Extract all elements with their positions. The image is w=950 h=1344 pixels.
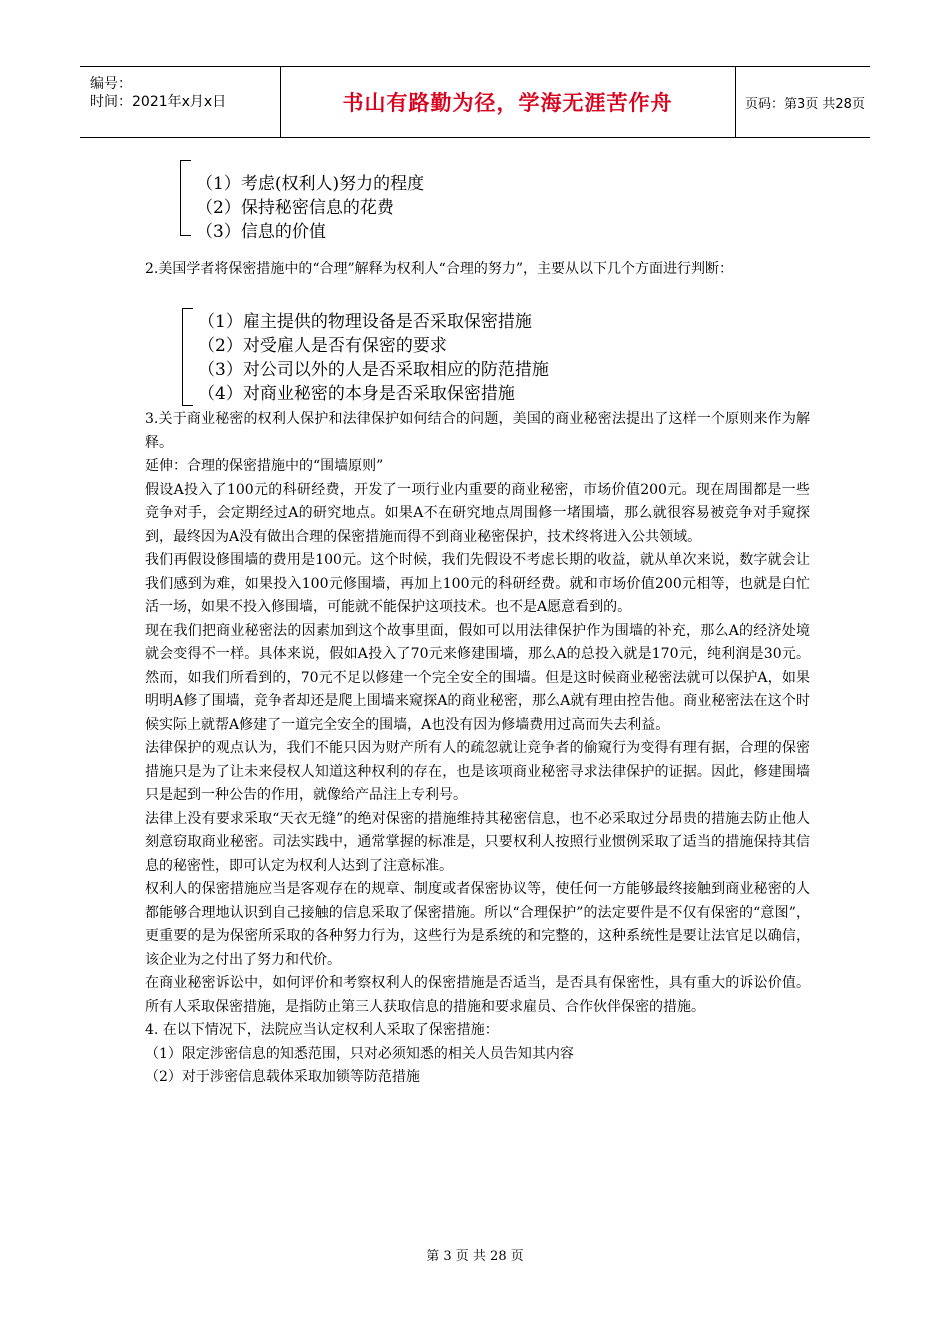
header-page-info: 页码：第3页 共28页 — [745, 96, 865, 112]
header-page-cell — [735, 67, 870, 137]
paragraph: 假设A投入了100元的科研经费，开发了一项行业内重要的商业秘密，市场价值200元。现在周围都是一些竞争对手，会定期经过A的研究地点。如果A不在研究地点周围修一堵围墙，那么就很容易被竞争对手窥探到，最终因为A没有做出合理的保密措施而得不到商业秘密保护，技术终将进入公共领域。 — [145, 481, 810, 545]
paragraph: 法律保护的观点认为，我们不能只因为财产所有人的疏忽就让竞争者的偷窥行为变得有理有据，合理的保密措施只是为了让未来侵权人知道这种权利的存在，也是该项商业秘密寻求法律保护的证据。因此，修建围墙只是起到一种公告的作用，就像给产品注上专利号。 — [145, 740, 810, 803]
list2-brace — [182, 308, 193, 406]
list1 — [196, 172, 424, 244]
body-text — [145, 408, 810, 1090]
list-item: （1）雇主提供的物理设备是否采取保密措施 — [198, 312, 532, 332]
paragraph: 我们再假设修围墙的费用是100元。这个时候，我们先假设不考虑长期的收益，就从单次来说，数字就会让我们感到为难，如果投入100元修围墙，再加上100元的科研经费。就和市场价值200元相等，也就是白忙活一场，如果不投入修围墙，可能就不能保护这项技术。也不是A愿意看到的。 — [145, 552, 810, 615]
list-item: （2）保持秘密信息的花费 — [196, 198, 394, 218]
header-motto: 书山有路勤为径，学海无涯苦作舟 — [342, 91, 673, 115]
paragraph: 延伸：合理的保密措施中的“围墙原则” — [145, 458, 384, 474]
document-number-label: 编号： — [90, 76, 132, 92]
paragraph: 在商业秘密诉讼中，如何评价和考察权利人的保密措施是否适当，是否具有保密性，具有重大的诉讼价值。所有人采取保密措施，是指防止第三人获取信息的措施和要求雇员、合作伙伴保密的措施。 — [145, 975, 810, 1015]
list-item: （2）对受雇人是否有保密的要求 — [198, 336, 447, 356]
paragraph: 2.美国学者将保密措施中的“合理”解释为权利人“合理的努力”，主要从以下几个方面进行判断： — [145, 261, 733, 277]
paragraph: （2）对于涉密信息载体采取加锁等防范措施 — [145, 1069, 420, 1085]
list-item: （1）考虑(权利人)努力的程度 — [196, 174, 425, 194]
document-date-label: 时间：2021年x月x日 — [90, 94, 227, 110]
list-item: （4）对商业秘密的本身是否采取保密措施 — [198, 384, 515, 404]
list2 — [198, 310, 549, 406]
intro-paragraph-2 — [145, 258, 810, 282]
page-header — [80, 66, 870, 138]
header-left-cell — [80, 67, 281, 137]
header-motto-cell — [280, 67, 736, 137]
paragraph: （1）限定涉密信息的知悉范围，只对必须知悉的相关人员告知其内容 — [145, 1045, 574, 1062]
list1-brace — [180, 160, 191, 236]
paragraph: 现在我们把商业秘密法的因素加到这个故事里面，假如可以用法律保护作为围墙的补充，那么A的经济处境就会变得不一样。具体来说，假如A投入了70元来修建围墙，那么A的总投入就是170元，纯利润是30元。然而，如我们所看到的，70元不足以修建一个完全安全的围墙。但是这时候商业秘密法就可以保护A，如果明明A修了围墙，竞争者却还是爬上围墙来窥探A的商业秘密，那么A就有理由控告他。商业秘密法在这个时候实际上就帮A修建了一道完全安全的围墙，A也没有因为修墙费用过高而失去利益。 — [145, 622, 810, 733]
paragraph: 4. 在以下情况下，法院应当认定权利人采取了保密措施： — [145, 1022, 499, 1038]
paragraph: 权利人的保密措施应当是客观存在的规章、制度或者保密协议等，使任何一方能够最终接触到商业秘密的人都能够合理地认识到自己接触的信息采取了保密措施。所以“合理保护”的法定要件是不仅有保密的“意图”，更重要的是为保密所采取的各种努力行为，这些行为是系统的和完整的，这种系统性是要让法官足以确信，该企业为之付出了努力和代价。 — [145, 881, 810, 968]
list-item: （3）信息的价值 — [196, 222, 326, 242]
paragraph: 法律上没有要求采取“天衣无缝”的绝对保密的措施维持其秘密信息，也不必采取过分昂贵的措施去防止他人刻意窃取商业秘密。司法实践中，通常掌握的标准是，只要权利人按照行业惯例采取了适当的措施保持其信息的秘密性，即可认定为权利人达到了注意标准。 — [145, 810, 810, 874]
page-footer: 第 3 页 共 28 页 — [426, 1249, 524, 1264]
list-item: （3）对公司以外的人是否采取相应的防范措施 — [198, 360, 549, 380]
paragraph: 3.关于商业秘密的权利人保护和法律保护如何结合的问题，美国的商业秘密法提出了这样一个原则来作为解释。 — [145, 411, 810, 451]
